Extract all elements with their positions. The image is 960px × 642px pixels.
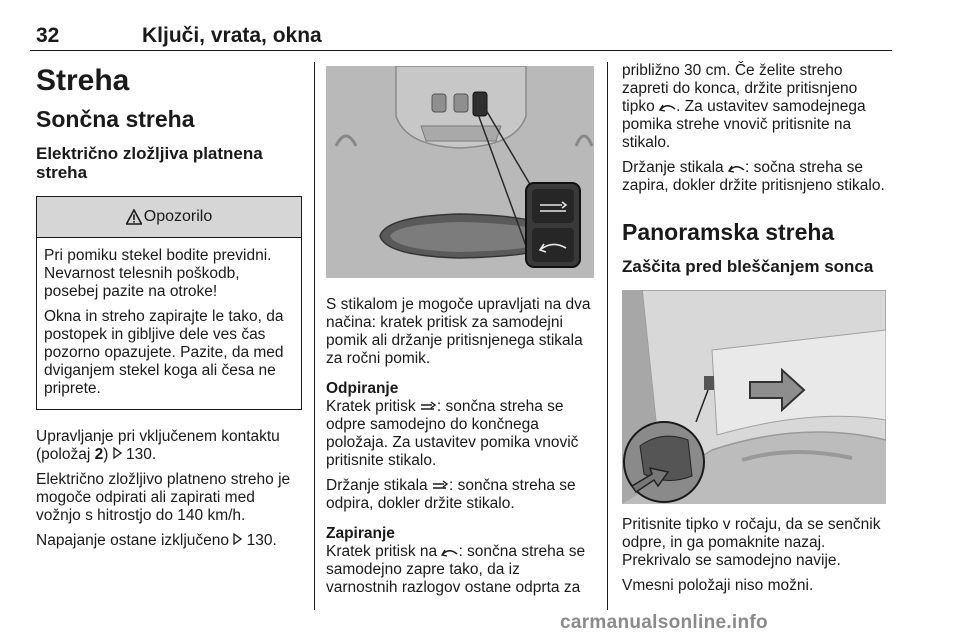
warning-body <box>37 238 301 409</box>
reference-arrow-icon <box>233 533 242 545</box>
warning-header <box>37 197 301 238</box>
warning-title: Opozorilo <box>143 208 213 225</box>
text: : sočna streha se zapira, dokler držite pritisnjeno stikalo. <box>622 159 885 194</box>
paragraph <box>36 428 302 464</box>
text: Držanje stikala <box>622 159 728 176</box>
page-number: 32 <box>36 24 60 47</box>
subsection-title: Panoramska streha <box>622 219 835 245</box>
paragraph: S stikalom je mogoče upravljati na dva načina: kratek pritisk za samodejni pomik ali držanje pritisnjenega stikala za ročni pomik. <box>326 296 591 367</box>
text: : sončna streha se odpira, dokler držite stikalo. <box>326 477 576 512</box>
subsection-title: Sončna streha <box>36 106 195 132</box>
warning-text: Okna in streho zapirajte le tako, da postopek in gibljive dele ves čas pozorno opazujete. Pazite, da med dviganjem stekel koga ali česa ne priprete. <box>44 308 284 397</box>
paragraph <box>622 159 888 195</box>
overhead-console-illustration <box>326 66 594 278</box>
page-reference[interactable]: 130. <box>246 532 277 549</box>
roof-close-icon <box>659 100 676 112</box>
topic-title: Zaščita pred bleščanjem sonca <box>622 257 874 276</box>
topic-title: Električno zložljiva platnena streha <box>36 144 263 182</box>
paragraph: Vmesni položaji niso možni. <box>622 577 814 594</box>
key-position: 2 <box>94 446 104 463</box>
column-divider <box>607 62 608 610</box>
text: približno 30 cm. Če želite streho zapreti do konca, držite pritisnjeno tipko <box>622 62 858 115</box>
text: ) <box>103 446 113 463</box>
roof-switch-figure <box>326 66 594 278</box>
roof-open-icon <box>432 479 449 491</box>
roof-close-icon <box>441 545 458 557</box>
text: : sončna streha se odpre samodejno do končnega položaja. Za ustavitev pomika vnovič pritisnite stikalo. <box>326 398 579 469</box>
text: Držanje stikala <box>326 477 432 494</box>
paragraph: Električno zložljivo platneno streho je mogoče odpirati ali zapirati med vožnjo s hitrostjo do 140 km/h. <box>36 471 291 524</box>
text: Kratek pritisk na <box>326 543 442 560</box>
column-divider <box>314 62 315 610</box>
subheading-opening: Odpiranje <box>326 380 399 397</box>
warning-text: Pri pomiku stekel bodite previdni. Nevarnost telesnih poškodb, posebej pazite na otroke! <box>44 247 272 300</box>
section-title: Streha <box>36 64 130 97</box>
paragraph <box>326 398 592 470</box>
sunshade-figure <box>622 290 886 504</box>
column-1 <box>36 62 302 557</box>
subheading-closing: Zapiranje <box>326 525 395 542</box>
paragraph <box>326 477 592 513</box>
chapter-title: Ključi, vrata, okna <box>142 24 322 47</box>
paragraph <box>326 543 592 597</box>
roof-close-icon <box>728 161 745 173</box>
paragraph <box>622 62 888 152</box>
sunshade-illustration <box>622 290 886 504</box>
paragraph <box>36 532 302 550</box>
warning-triangle-icon <box>126 209 142 225</box>
text: Kratek pritisk <box>326 398 420 415</box>
column-3 <box>622 62 888 602</box>
page-reference[interactable]: 130. <box>126 446 157 463</box>
warning-box <box>36 196 302 410</box>
reference-arrow-icon <box>113 447 122 459</box>
paragraph: Pritisnite tipko v ročaju, da se senčnik odpre, in ga pomaknite nazaj. Prekrivalo se samodejno navije. <box>622 516 881 569</box>
column-2 <box>326 62 592 604</box>
roof-open-icon <box>420 400 437 412</box>
page-header <box>30 22 892 51</box>
watermark: carmanualsonline.info <box>560 612 768 633</box>
text: . Za ustavitev samodejnega pomika strehe vnovič pritisnite na stikalo. <box>622 98 866 151</box>
text: : sončna streha se samodejno zapre tako, da iz varnostnih razlogov ostane odprta za <box>326 543 586 596</box>
text: Napajanje ostane izključeno <box>36 532 234 549</box>
text: Upravljanje pri vključenem kontaktu (položaj <box>36 428 280 463</box>
